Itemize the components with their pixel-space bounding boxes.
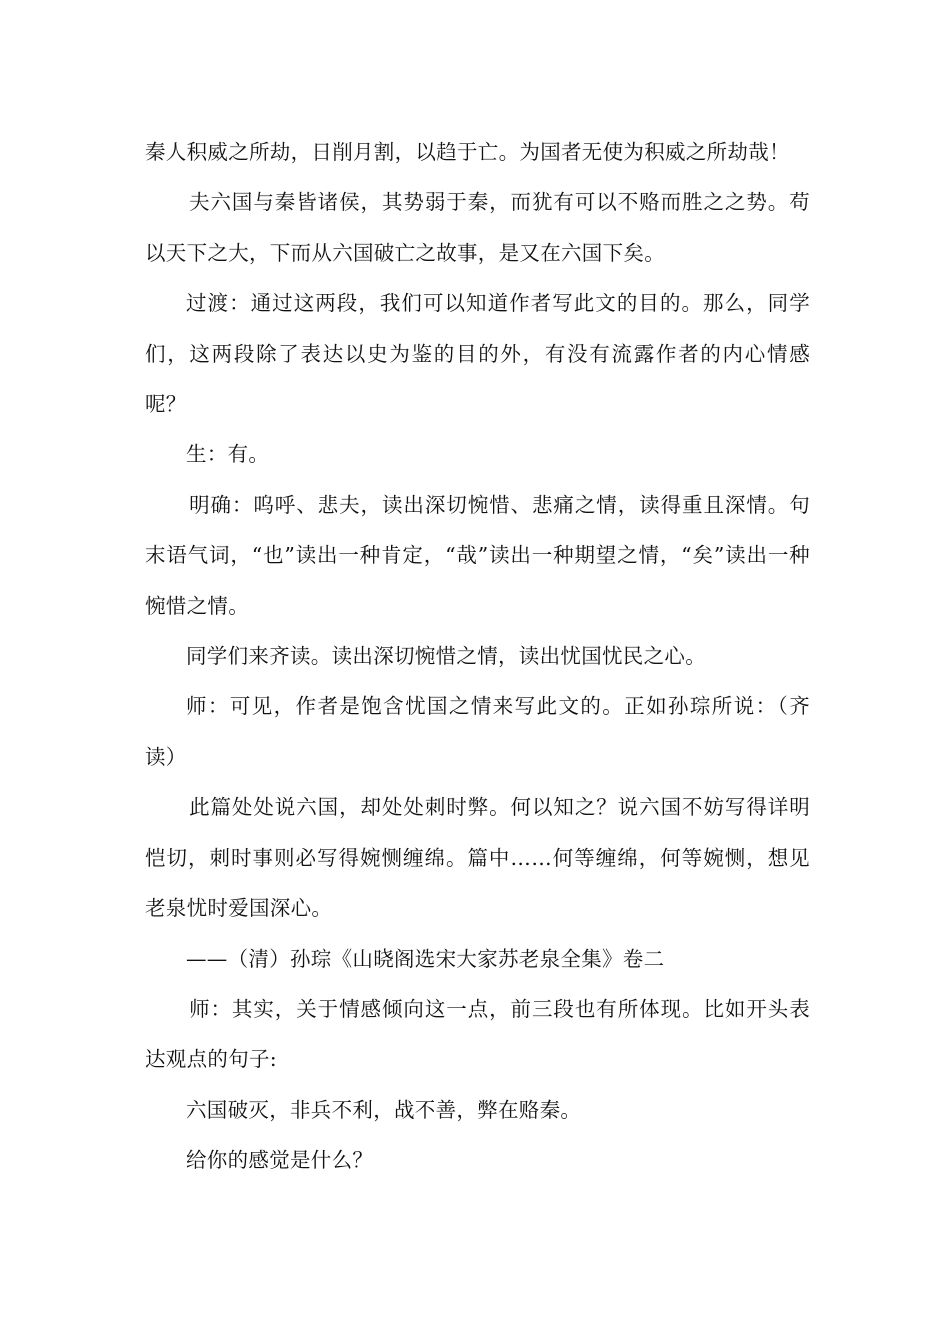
paragraph-8-quote: 此篇处处说六国，却处处刺时弊。何以知之？说六国不妨写得详明恺切，刺时事则必写得婉恻缠绵。篇中……何等缠绵，何等婉恻，想见老泉忧时爱国深心。: [145, 795, 810, 921]
paragraph-9-citation: ——（清）孙琮《山晓阁选宋大家苏老泉全集》卷二: [186, 946, 665, 971]
paragraph-11: 六国破灭，非兵不利，战不善，弊在赂秦。: [186, 1097, 582, 1122]
paragraph-2: 夫六国与秦皆诸侯，其势弱于秦，而犹有可以不赂而胜之之势。苟以天下之大，下而从六国破亡之故事，是又在六国下矣。: [145, 190, 810, 265]
paragraph-4: 生：有。: [186, 442, 270, 467]
document-body: [145, 127, 810, 1186]
paragraph-6: 同学们来齐读。读出深切惋惜之情，读出忧国忧民之心。: [186, 644, 706, 669]
paragraph-5: 明确：呜呼、悲夫，读出深切惋惜、悲痛之情，读得重且深情。句末语气词，“也”读出一种肯定，“哉”读出一种期望之情，“矣”读出一种惋惜之情。: [145, 492, 810, 618]
paragraph-7: 师：可见，作者是饱含忧国之情来写此文的。正如孙琮所说：（齐读）: [145, 694, 810, 769]
paragraph-3: 过渡：通过这两段，我们可以知道作者写此文的目的。那么，同学们，这两段除了表达以史为鉴的目的外，有没有流露作者的内心情感呢？: [145, 291, 810, 417]
paragraph-1: 秦人积威之所劫，日削月割，以趋于亡。为国者无使为积威之所劫哉！: [145, 140, 790, 164]
paragraph-12: 给你的感觉是什么？: [186, 1148, 374, 1173]
paragraph-10: 师：其实，关于情感倾向这一点，前三段也有所体现。比如开头表达观点的句子:: [145, 996, 810, 1072]
